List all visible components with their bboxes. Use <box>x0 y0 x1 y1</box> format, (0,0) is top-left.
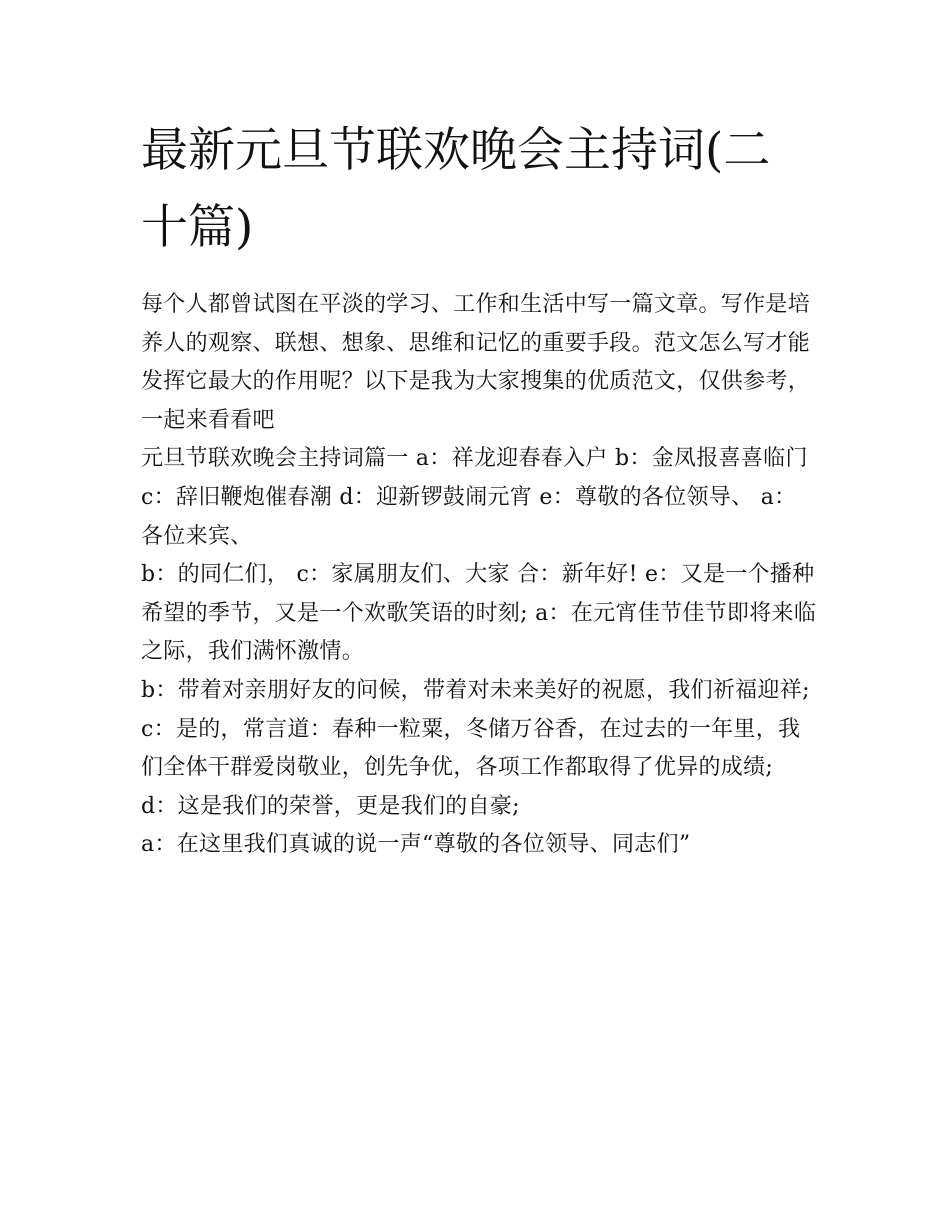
script-paragraph-3: b：带着对亲朋好友的问候，带着对未来美好的祝愿，我们祈福迎祥; <box>141 677 810 703</box>
script-paragraph-2: b：的同仁们， c：家属朋友们、大家 合：新年好! e：又是一个播种希望的季节，又是一个欢歌笑语的时刻; a：在元宵佳节佳节即将来临之际，我们满怀激情。 <box>141 562 817 665</box>
intro-paragraph: 每个人都曾试图在平淡的学习、工作和生活中写一篇文章。写作是培养人的观察、联想、想象、思维和记忆的重要手段。范文怎么写才能发挥它最大的作用呢？以下是我为大家搜集的优质范文，仅供参考，一起来看看吧 <box>141 292 811 433</box>
document-title: 最新元旦节联欢晚会主持词(二十篇) <box>141 123 771 255</box>
script-paragraph-5: a：在这里我们真诚的说一声“尊敬的各位领导、同志们” <box>141 832 691 858</box>
script-paragraph-4: c：是的，常言道：春种一粒粟，冬储万谷香，在过去的一年里，我们全体干群爱岗敬业，创先争优，各项工作都取得了优异的成绩; d：这是我们的荣誉，更是我们的自豪; <box>141 716 801 819</box>
document-body <box>141 112 817 865</box>
script-paragraph-1: 元旦节联欢晚会主持词篇一 a：祥龙迎春春入户 b：金凤报喜喜临门 c：辞旧鞭炮催春潮 d：迎新锣鼓闹元宵 e：尊敬的各位领导、 a：各位来宾、 <box>141 446 808 549</box>
